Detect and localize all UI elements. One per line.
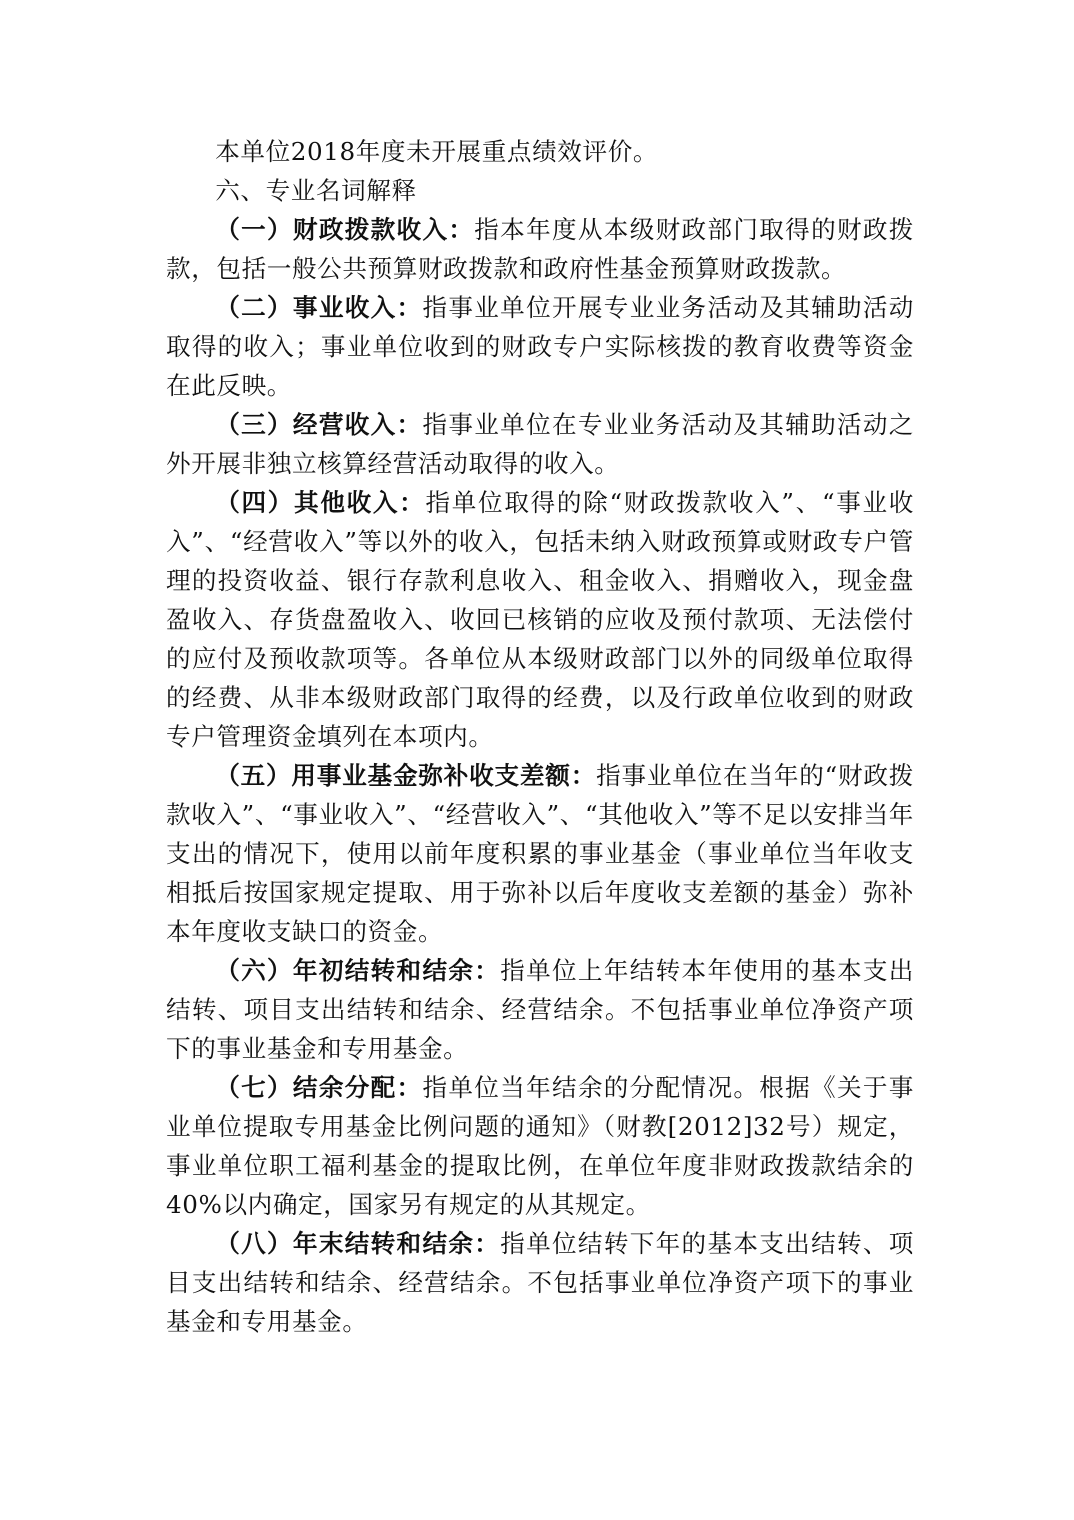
definition-paragraph: [166, 288, 914, 405]
definition-text: 指事业单位在专业业务活动及其辅助活动之外开展非独立核算经营活动取得的收入。: [166, 410, 914, 478]
definition-term: （五）用事业基金弥补收支差额：: [215, 761, 597, 790]
definition-term: （六）年初结转和结余：: [215, 956, 501, 985]
intro-paragraph: 本单位2018年度未开展重点绩效评价。: [215, 137, 659, 166]
definition-paragraph: [166, 405, 914, 483]
definition-text: 指单位当年结余的分配情况。根据《关于事业单位提取专用基金比例问题的通知》（财教[2012]32号）规定，事业单位职工福利基金的提取比例，在单位年度非财政拨款结余的40%以内确定，国家另有规定的从其规定。: [166, 1073, 914, 1219]
definition-text: 指事业单位在当年的“财政拨款收入”、“事业收入”、“经营收入”、“其他收入”等不足以安排当年支出的情况下，使用以前年度积累的事业基金（事业单位当年收支相抵后按国家规定提取、用于弥补以后年度收支差额的基金）弥补本年度收支缺口的资金。: [166, 761, 914, 946]
definition-paragraph: [166, 483, 914, 756]
definition-text: 指单位结转下年的基本支出结转、项目支出结转和结余、经营结余。不包括事业单位净资产项下的事业基金和专用基金。: [166, 1229, 914, 1336]
definition-paragraph: [166, 1224, 914, 1341]
definition-term: （三）经营收入：: [215, 410, 423, 439]
definition-paragraph: [166, 951, 914, 1068]
definition-text: 指本年度从本级财政部门取得的财政拨款，包括一般公共预算财政拨款和政府性基金预算财政拨款。: [166, 215, 914, 283]
document-page: [166, 132, 914, 1341]
definition-term: （四）其他收入：: [215, 488, 426, 517]
section-heading: 六、专业名词解释: [215, 176, 417, 205]
definition-paragraph: [166, 756, 914, 951]
definition-text: 指事业单位开展专业业务活动及其辅助活动取得的收入；事业单位收到的财政专户实际核拨的教育收费等资金在此反映。: [166, 293, 914, 400]
definition-term: （七）结余分配：: [215, 1073, 423, 1102]
definition-term: （二）事业收入：: [215, 293, 423, 322]
definition-paragraph: [166, 1068, 914, 1224]
definition-text: 指单位取得的除“财政拨款收入”、“事业收入”、“经营收入”等以外的收入，包括未纳入财政预算或财政专户管理的投资收益、银行存款利息收入、租金收入、捐赠收入，现金盘盈收入、存货盘盈收入、收回已核销的应收及预付款项、无法偿付的应付及预收款项等。各单位从本级财政部门以外的同级单位取得的经费、从非本级财政部门取得的经费，以及行政单位收到的财政专户管理资金填列在本项内。: [166, 488, 914, 751]
definition-paragraph: [166, 210, 914, 288]
definition-term: （八）年末结转和结余：: [215, 1229, 501, 1258]
definition-text: 指单位上年结转本年使用的基本支出结转、项目支出结转和结余、经营结余。不包括事业单位净资产项下的事业基金和专用基金。: [166, 956, 914, 1063]
definition-term: （一）财政拨款收入：: [215, 215, 475, 244]
